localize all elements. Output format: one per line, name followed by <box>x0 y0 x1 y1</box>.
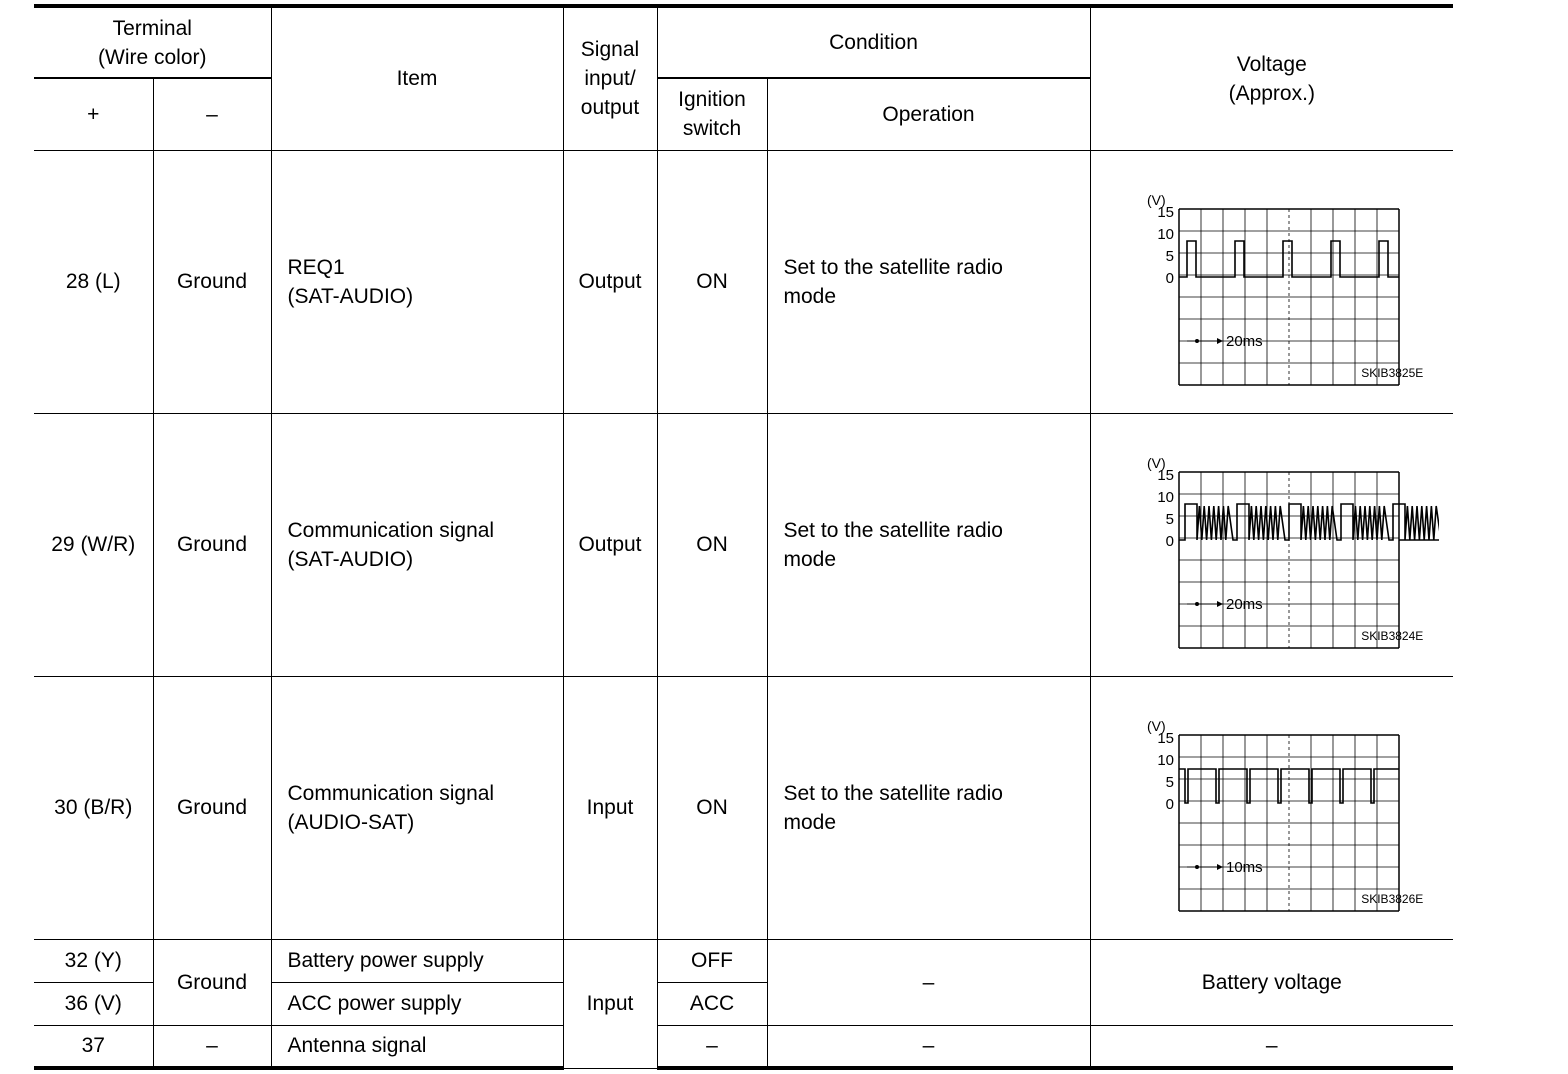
y-tick-label: 0 <box>1165 269 1175 287</box>
figure-code: SKIB3826E <box>1361 891 1424 906</box>
waveform-30 <box>1104 692 1439 924</box>
y-tick-label: 10 <box>1157 751 1175 769</box>
terminal-minus: Ground <box>153 413 271 676</box>
ignition-cell: ACC <box>657 982 767 1025</box>
operation-cell <box>767 150 1090 413</box>
operation-line2: mode <box>783 810 837 834</box>
header-wire-color-label: (Wire color) <box>98 45 207 69</box>
table-row <box>34 676 1453 939</box>
table-row <box>34 413 1453 676</box>
item-cell: Antenna signal <box>271 1025 563 1068</box>
ignition-cell: OFF <box>657 939 767 982</box>
time-marker-start <box>1195 339 1199 343</box>
signal-io-cell: Output <box>563 413 657 676</box>
figure-code: SKIB3825E <box>1361 365 1424 380</box>
terminal-plus: 36 (V) <box>34 982 153 1025</box>
header-ignition-switch <box>657 78 767 150</box>
item-cell <box>271 413 563 676</box>
terminal-minus: Ground <box>153 150 271 413</box>
item-cell <box>271 150 563 413</box>
y-tick-label: 5 <box>1165 773 1175 791</box>
signal-io-cell: Input <box>563 676 657 939</box>
header-voltage-line2: (Approx.) <box>1228 81 1315 105</box>
time-marker-arrow <box>1217 601 1223 607</box>
operation-line1: Set to the satellite radio <box>783 518 1003 542</box>
item-line2: (SAT-AUDIO) <box>287 284 414 308</box>
item-line1: Communication signal <box>287 781 495 805</box>
ignition-cell: ON <box>657 150 767 413</box>
operation-line1: Set to the satellite radio <box>783 255 1003 279</box>
signal-io-cell: Input <box>563 939 657 1068</box>
y-tick-label: 0 <box>1165 532 1175 550</box>
operation-cell: – <box>767 1025 1090 1068</box>
signal-io-cell: Output <box>563 150 657 413</box>
header-plus: + <box>34 78 153 150</box>
time-division-label: 10ms <box>1226 858 1263 876</box>
header-ignition-line1: Ignition <box>678 88 746 112</box>
operation-cell <box>767 676 1090 939</box>
waveform-28 <box>1104 166 1439 398</box>
y-tick-label: 5 <box>1165 247 1175 265</box>
y-tick-label: 15 <box>1157 729 1175 747</box>
axis-unit-label: (V) <box>1147 454 1166 471</box>
voltage-cell: Battery voltage <box>1090 939 1453 1025</box>
item-cell: Battery power supply <box>271 939 563 982</box>
header-condition: Condition <box>657 6 1090 78</box>
operation-line1: Set to the satellite radio <box>783 781 1003 805</box>
item-line1: Communication signal <box>287 518 495 542</box>
y-tick-label: 15 <box>1157 203 1175 221</box>
voltage-cell <box>1090 676 1453 939</box>
header-item: Item <box>271 6 563 150</box>
terminal-plus: 28 (L) <box>34 150 153 413</box>
header-signal-io <box>563 6 657 150</box>
time-marker-start <box>1195 865 1199 869</box>
ignition-cell: ON <box>657 676 767 939</box>
operation-line2: mode <box>783 284 837 308</box>
item-cell: ACC power supply <box>271 982 563 1025</box>
terminal-plus: 37 <box>34 1025 153 1068</box>
axis-unit-label: (V) <box>1147 191 1166 208</box>
time-division-label: 20ms <box>1226 595 1263 613</box>
signal-trace <box>1179 504 1439 540</box>
item-line1: REQ1 <box>287 255 345 279</box>
terminal-minus: – <box>153 1025 271 1068</box>
y-tick-label: 10 <box>1157 488 1175 506</box>
header-signal-io-line3: output <box>580 96 640 120</box>
item-cell <box>271 676 563 939</box>
header-terminal-label: Terminal <box>112 16 192 40</box>
operation-line2: mode <box>783 547 837 571</box>
axis-unit-label: (V) <box>1147 717 1166 734</box>
ignition-cell: ON <box>657 413 767 676</box>
header-signal-io-line2: input/ <box>584 67 636 91</box>
y-tick-label: 5 <box>1165 510 1175 528</box>
time-division-label: 20ms <box>1226 332 1263 350</box>
header-terminal <box>34 6 271 78</box>
header-signal-io-line1: Signal <box>580 38 640 62</box>
operation-cell <box>767 413 1090 676</box>
figure-code: SKIB3824E <box>1361 628 1424 643</box>
terminal-spec-table <box>34 4 1453 1070</box>
item-line2: (SAT-AUDIO) <box>287 547 414 571</box>
table-row <box>34 939 1453 982</box>
y-tick-label: 10 <box>1157 225 1175 243</box>
header-voltage-line1: Voltage <box>1236 52 1307 76</box>
voltage-cell: – <box>1090 1025 1453 1068</box>
time-marker-start <box>1195 602 1199 606</box>
y-tick-label: 15 <box>1157 466 1175 484</box>
header-voltage <box>1090 6 1453 150</box>
time-marker-arrow <box>1217 338 1223 344</box>
ignition-cell: – <box>657 1025 767 1068</box>
terminal-plus: 29 (W/R) <box>34 413 153 676</box>
terminal-minus: Ground <box>153 676 271 939</box>
voltage-cell <box>1090 150 1453 413</box>
y-tick-label: 0 <box>1165 795 1175 813</box>
terminal-minus: Ground <box>153 939 271 1025</box>
table-row <box>34 1025 1453 1068</box>
terminal-plus: 30 (B/R) <box>34 676 153 939</box>
item-line2: (AUDIO-SAT) <box>287 810 415 834</box>
time-marker-arrow <box>1217 864 1223 870</box>
operation-cell: – <box>767 939 1090 1025</box>
waveform-29 <box>1104 429 1439 661</box>
table-row <box>34 150 1453 413</box>
header-operation: Operation <box>767 78 1090 150</box>
header-ignition-line2: switch <box>682 117 742 141</box>
terminal-plus: 32 (Y) <box>34 939 153 982</box>
voltage-cell <box>1090 413 1453 676</box>
header-minus: – <box>153 78 271 150</box>
